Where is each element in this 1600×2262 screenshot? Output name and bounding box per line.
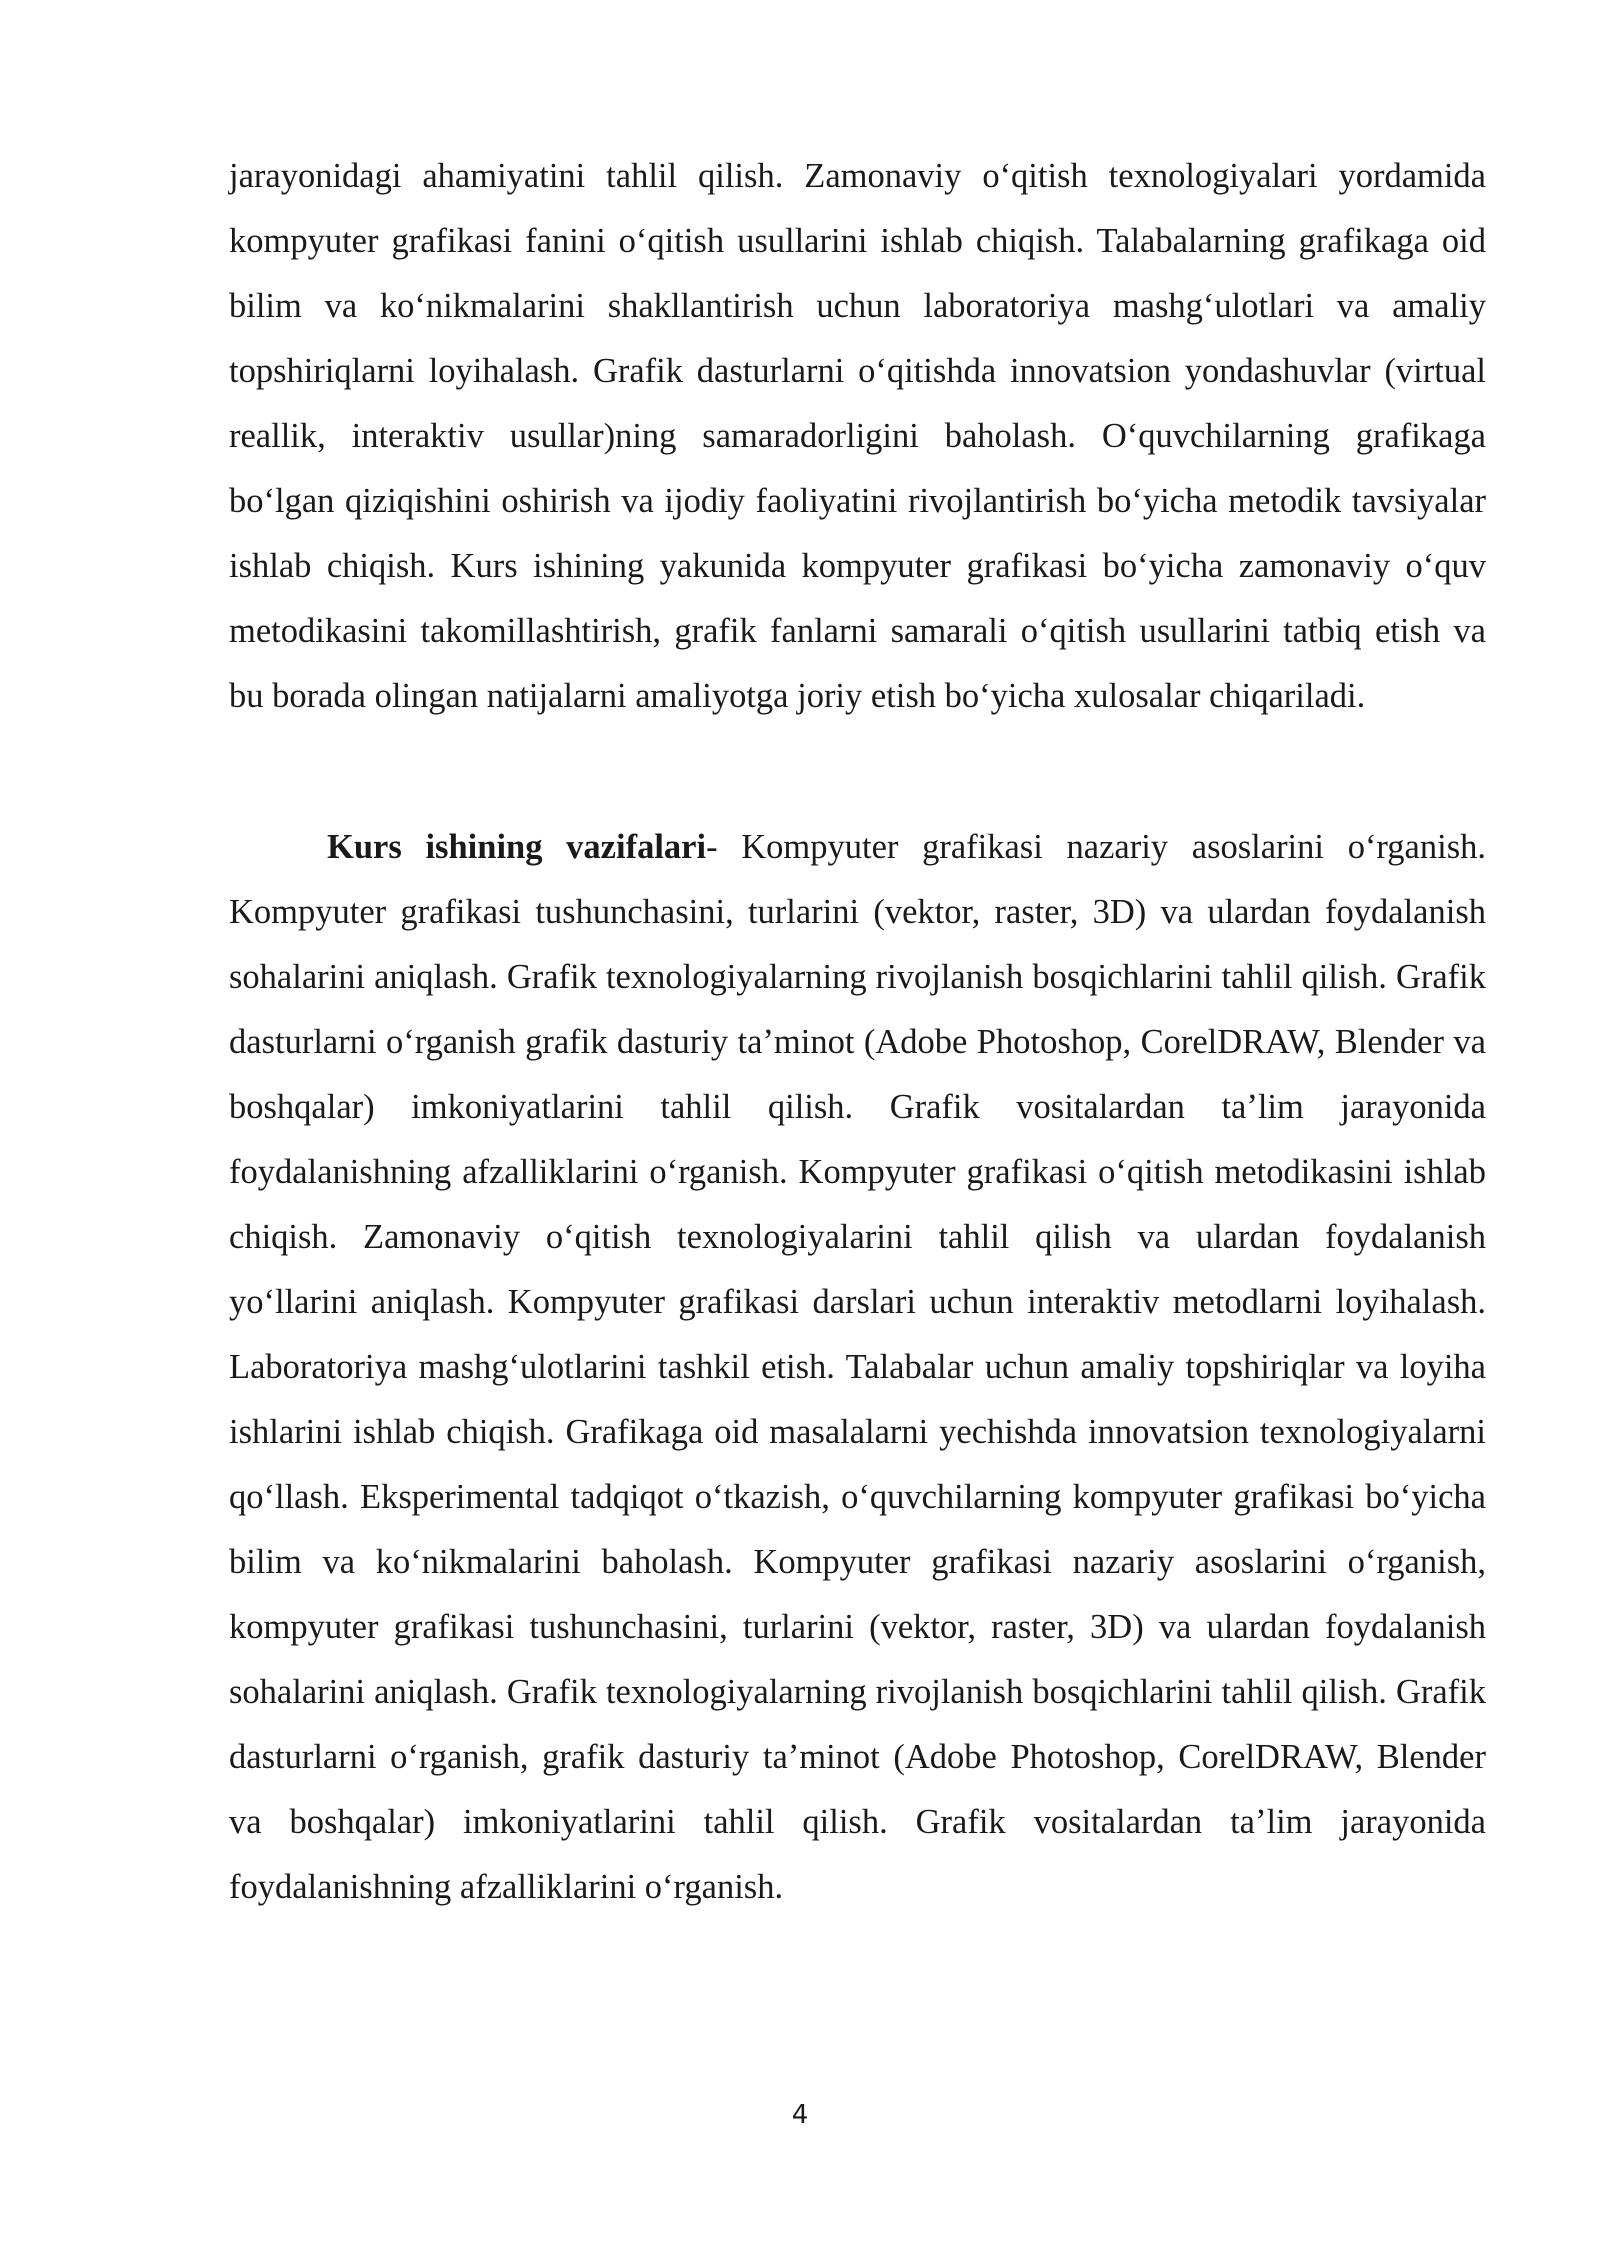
paragraph-tasks	[229, 815, 1486, 1920]
paragraph-intro	[229, 144, 1486, 729]
section-heading: Kurs ishining vazifalari	[327, 828, 707, 866]
paragraph-text: - Kompyuter grafikasi nazariy asoslarini oʻrganish. Kompyuter grafikasi tushunchasini, turlarini (vektor, raster, 3D) va ulardan foydalanish sohalarini aniqlash. Grafik texnologiyalarning rivojlanish bosqichlarini tahlil qilish. Grafik dasturlarni oʻrganish grafik dasturiy taʼminot (Adobe Photoshop, CorelDRAW, Blender va boshqalar) imkoniyatlarini tahlil qilish. Grafik vositalardan taʼlim jarayonida foydalanishning afzalliklarini oʻrganish. Kompyuter grafikasi oʻqitish metodikasini ishlab chiqish. Zamonaviy oʻqitish texnologiyalarini tahlil qilish va ulardan foydalanish yoʻllarini aniqlash. Kompyuter grafikasi darslari uchun interaktiv metodlarni loyihalash. Laboratoriya mashgʻulotlarini tashkil etish. Talabalar uchun amaliy topshiriqlar va loyiha ishlarini ishlab chiqish. Grafikaga oid masalalarni yechishda innovatsion texnologiyalarni qoʻllash. Eksperimental tadqiqot oʻtkazish, oʻquvchilarning kompyuter grafikasi boʻyicha bilim va koʻnikmalarini baholash. Kompyuter grafikasi nazariy asoslarini oʻrganish, kompyuter grafikasi tushunchasini, turlarini (vektor, raster, 3D) va ulardan foydalanish sohalarini aniqlash. Grafik texnologiyalarning rivojlanish bosqichlarini tahlil qilish. Grafik dasturlarni oʻrganish, grafik dasturiy taʼminot (Adobe Photoshop, CorelDRAW, Blender va boshqalar) imkoniyatlarini tahlil qilish. Grafik vositalardan taʼlim jarayonida foydalanishning afzalliklarini oʻrganish.	[229, 828, 1486, 1906]
page-number: 4	[791, 2100, 809, 2130]
paragraph-body	[229, 815, 1486, 1920]
paragraph-text: jarayonidagi ahamiyatini tahlil qilish. Zamonaviy oʻqitish texnologiyalari yordamida kompyuter grafikasi fanini oʻqitish usullarini ishlab chiqish. Talabalarning grafikaga oid bilim va koʻnikmalarini shakllantirish uchun laboratoriya mashgʻulotlari va amaliy topshiriqlarni loyihalash. Grafik dasturlarni oʻqitishda innovatsion yondashuvlar (virtual reallik, interaktiv usullar)ning samaradorligini baholash. Oʻquvchilarning grafikaga boʻlgan qiziqishini oshirish va ijodiy faoliyatini rivojlantirish boʻyicha metodik tavsiyalar ishlab chiqish. Kurs ishining yakunida kompyuter grafikasi boʻyicha zamonaviy oʻquv metodikasini takomillashtirish, grafik fanlarni samarali oʻqitish usullarini tatbiq etish va bu borada olingan natijalarni amaliyotga joriy etish boʻyicha xulosalar chiqariladi.	[229, 157, 1486, 715]
